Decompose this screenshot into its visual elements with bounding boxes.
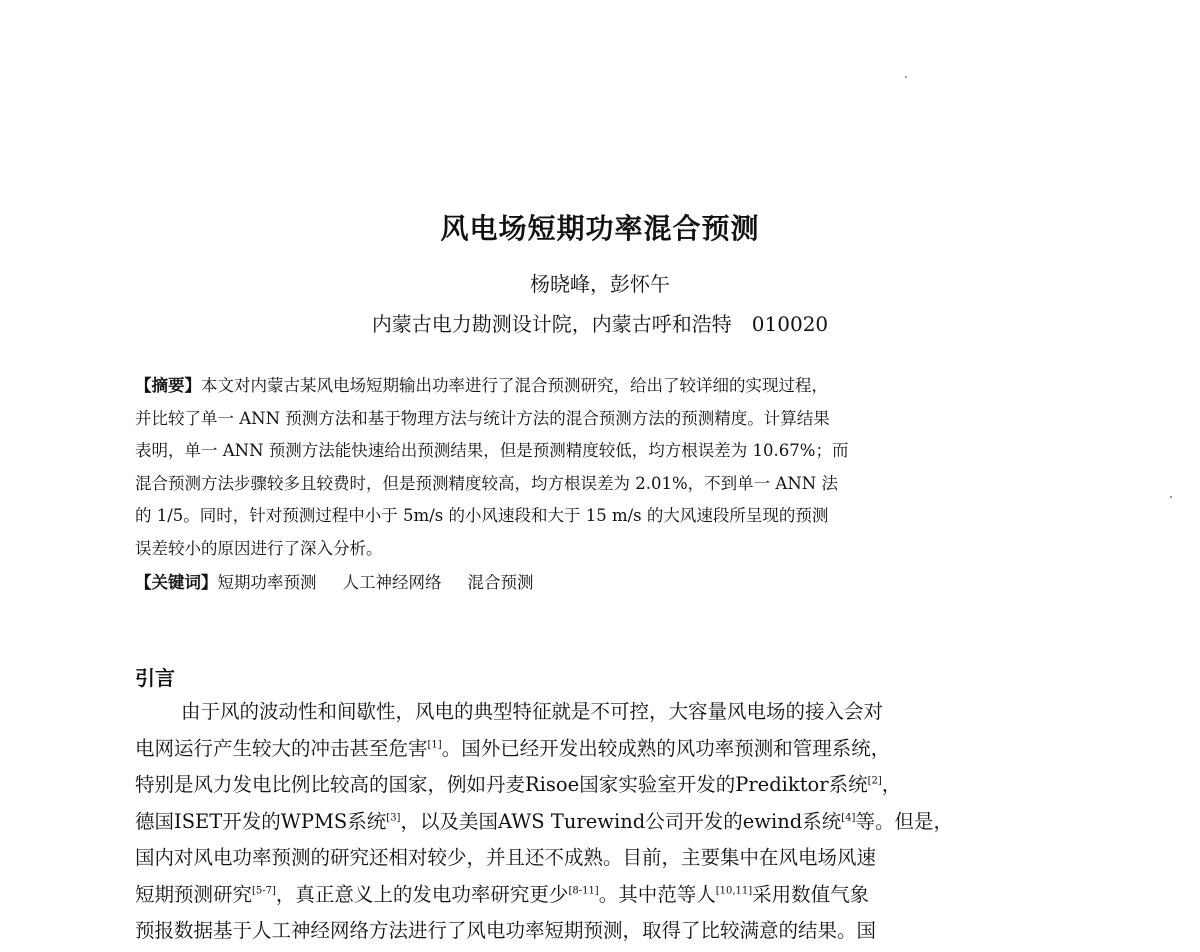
body-text-segment: ，真正意义上的发电功率研究更少 <box>275 882 569 906</box>
abstract-line <box>135 370 1020 403</box>
abstract-line: 表明，单一 ANN 预测方法能快速给出预测结果，但是预测精度较低，均方根误差为 10.67%；而 <box>135 441 849 460</box>
citation-ref: [1] <box>427 739 442 750</box>
body-text-segment: 等。但是， <box>855 809 953 833</box>
keywords-label: 【关键词】 <box>135 573 218 592</box>
body-text-segment: 短期预测研究 <box>135 882 253 906</box>
abstract-line: 混合预测方法步骤较多且较费时，但是预测精度较高，均方根误差为 2.01%，不到单一 ANN 法 <box>135 473 838 493</box>
paper-title: 风电场短期功率混合预测 <box>440 212 760 245</box>
citation-ref: [5-7] <box>252 885 276 896</box>
body-line <box>135 804 1060 841</box>
body-line: 国内对风电功率预测的研究还相对较少，并且还不成熟。目前，主要集中在风电场风速 <box>135 846 877 869</box>
body-text-segment: 电网运行产生较大的冲击甚至危害 <box>135 736 428 760</box>
abstract-line: 误差较小的原因进行了深入分析。 <box>135 538 383 558</box>
body-text-segment: ， <box>881 773 902 796</box>
body-text-segment: 特别是风力发电比例比较高的国家，例如丹麦Risoe国家实验室开发的Prediktor系统 <box>135 773 868 796</box>
citation-ref: [4] <box>841 812 856 823</box>
scan-speck <box>905 76 907 78</box>
body-line: 预报数据基于人工神经网络方法进行了风电功率短期预测，取得了比较满意的结果。国 <box>135 919 877 942</box>
abstract-label: 【摘要】 <box>135 376 201 395</box>
body-line <box>135 877 1060 914</box>
body-text-segment: 。其中范等人 <box>598 882 716 906</box>
abstract-line: 并比较了单一 ANN 预测方法和基于物理方法与统计方法的混合预测方法的预测精度。计算结果 <box>135 408 830 428</box>
body-text-segment: 。国外已经开发出较成熟的风功率预测和管理系统， <box>441 736 891 760</box>
keyword-item: 人工神经网络 <box>342 573 442 592</box>
body-line <box>135 767 1060 804</box>
citation-ref: [8-11] <box>568 885 599 896</box>
citation-ref: [10,11] <box>715 885 753 896</box>
body-line: 由于风的波动性和间歇性，风电的典型特征就是不可控，大容量风电场的接入会对 <box>181 700 884 723</box>
abstract-line: 的 1/5。同时，针对预测过程中小于 5m/s 的小风速段和大于 15 m/s 的大风速段所呈现的预测 <box>135 506 829 525</box>
paper-authors: 杨晓峰，彭怀午 <box>530 272 670 296</box>
keywords-line <box>135 567 1020 600</box>
body-text-segment: 采用数值气象 <box>752 882 870 906</box>
citation-ref: [2] <box>867 775 882 787</box>
paper-affiliation: 内蒙古电力勘测设计院，内蒙古呼和浩特 010020 <box>371 312 829 336</box>
section-heading: 引言 <box>135 666 175 690</box>
body-text-segment: ，以及美国AWS Turewind公司开发的ewind系统 <box>400 809 842 833</box>
scan-speck <box>1170 496 1172 498</box>
abstract-block <box>135 370 1020 600</box>
keyword-item: 短期功率预测 <box>217 573 317 592</box>
body-paragraph <box>135 694 1060 950</box>
citation-ref: [3] <box>386 812 401 823</box>
abstract-text: 本文对内蒙古某风电场短期输出功率进行了混合预测研究，给出了较详细的实现过程， <box>201 376 828 395</box>
body-text-segment: 德国ISET开发的WPMS系统 <box>135 809 387 833</box>
body-line <box>135 731 1060 768</box>
keyword-item: 混合预测 <box>467 573 534 592</box>
